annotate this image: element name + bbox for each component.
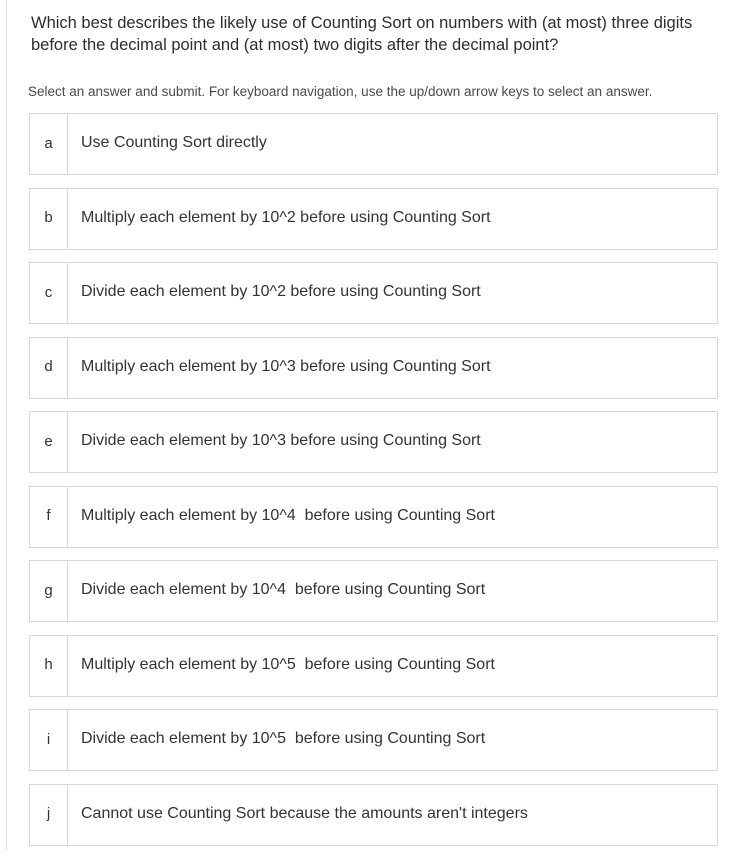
- instructions-text: Select an answer and submit. For keyboard navigation, use the up/down arrow keys to select an answer.: [28, 84, 653, 99]
- answer-letter: b: [30, 189, 68, 249]
- answer-text: Multiply each element by 10^2 before using Counting Sort: [81, 208, 491, 226]
- answer-text: Multiply each element by 10^5 before using Counting Sort: [81, 655, 495, 673]
- answer-text: Divide each element by 10^5 before using Counting Sort: [81, 730, 486, 747]
- answer-letter: c: [30, 263, 68, 323]
- question-panel: [6, 0, 732, 850]
- answer-option-e[interactable]: [29, 411, 718, 473]
- answer-option-i[interactable]: [29, 709, 718, 771]
- answer-text: Divide each element by 10^3 before using Counting Sort: [81, 432, 481, 449]
- answer-letter: h: [30, 636, 68, 696]
- answer-option-b[interactable]: [29, 188, 718, 250]
- answer-option-c[interactable]: [29, 262, 718, 324]
- answer-option-h[interactable]: [29, 635, 718, 697]
- answer-option-f[interactable]: [29, 486, 718, 548]
- answer-option-d[interactable]: [29, 337, 718, 399]
- answer-letter: j: [30, 785, 68, 845]
- answer-text: Divide each element by 10^4 before using Counting Sort: [81, 581, 486, 598]
- answer-text: Multiply each element by 10^3 before using Counting Sort: [81, 357, 491, 375]
- answer-option-g[interactable]: [29, 560, 718, 622]
- answer-text: Use Counting Sort directly: [81, 134, 267, 151]
- answer-list: [29, 113, 718, 858]
- answer-text: Divide each element by 10^2 before using Counting Sort: [81, 283, 481, 300]
- answer-letter: d: [30, 338, 68, 398]
- answer-option-j[interactable]: [29, 784, 718, 846]
- answer-text: Cannot use Counting Sort because the amounts aren't integers: [81, 804, 528, 822]
- answer-letter: a: [30, 114, 68, 174]
- answer-letter: g: [30, 561, 68, 621]
- answer-letter: e: [30, 412, 68, 472]
- answer-letter: i: [30, 710, 68, 770]
- answer-text: Multiply each element by 10^4 before using Counting Sort: [81, 506, 495, 524]
- answer-option-a[interactable]: [29, 113, 718, 175]
- question-text: Which best describes the likely use of Counting Sort on numbers with (at most) three digits before the decimal point and (at most) two digits after the decimal point?: [31, 14, 693, 54]
- answer-letter: f: [30, 487, 68, 547]
